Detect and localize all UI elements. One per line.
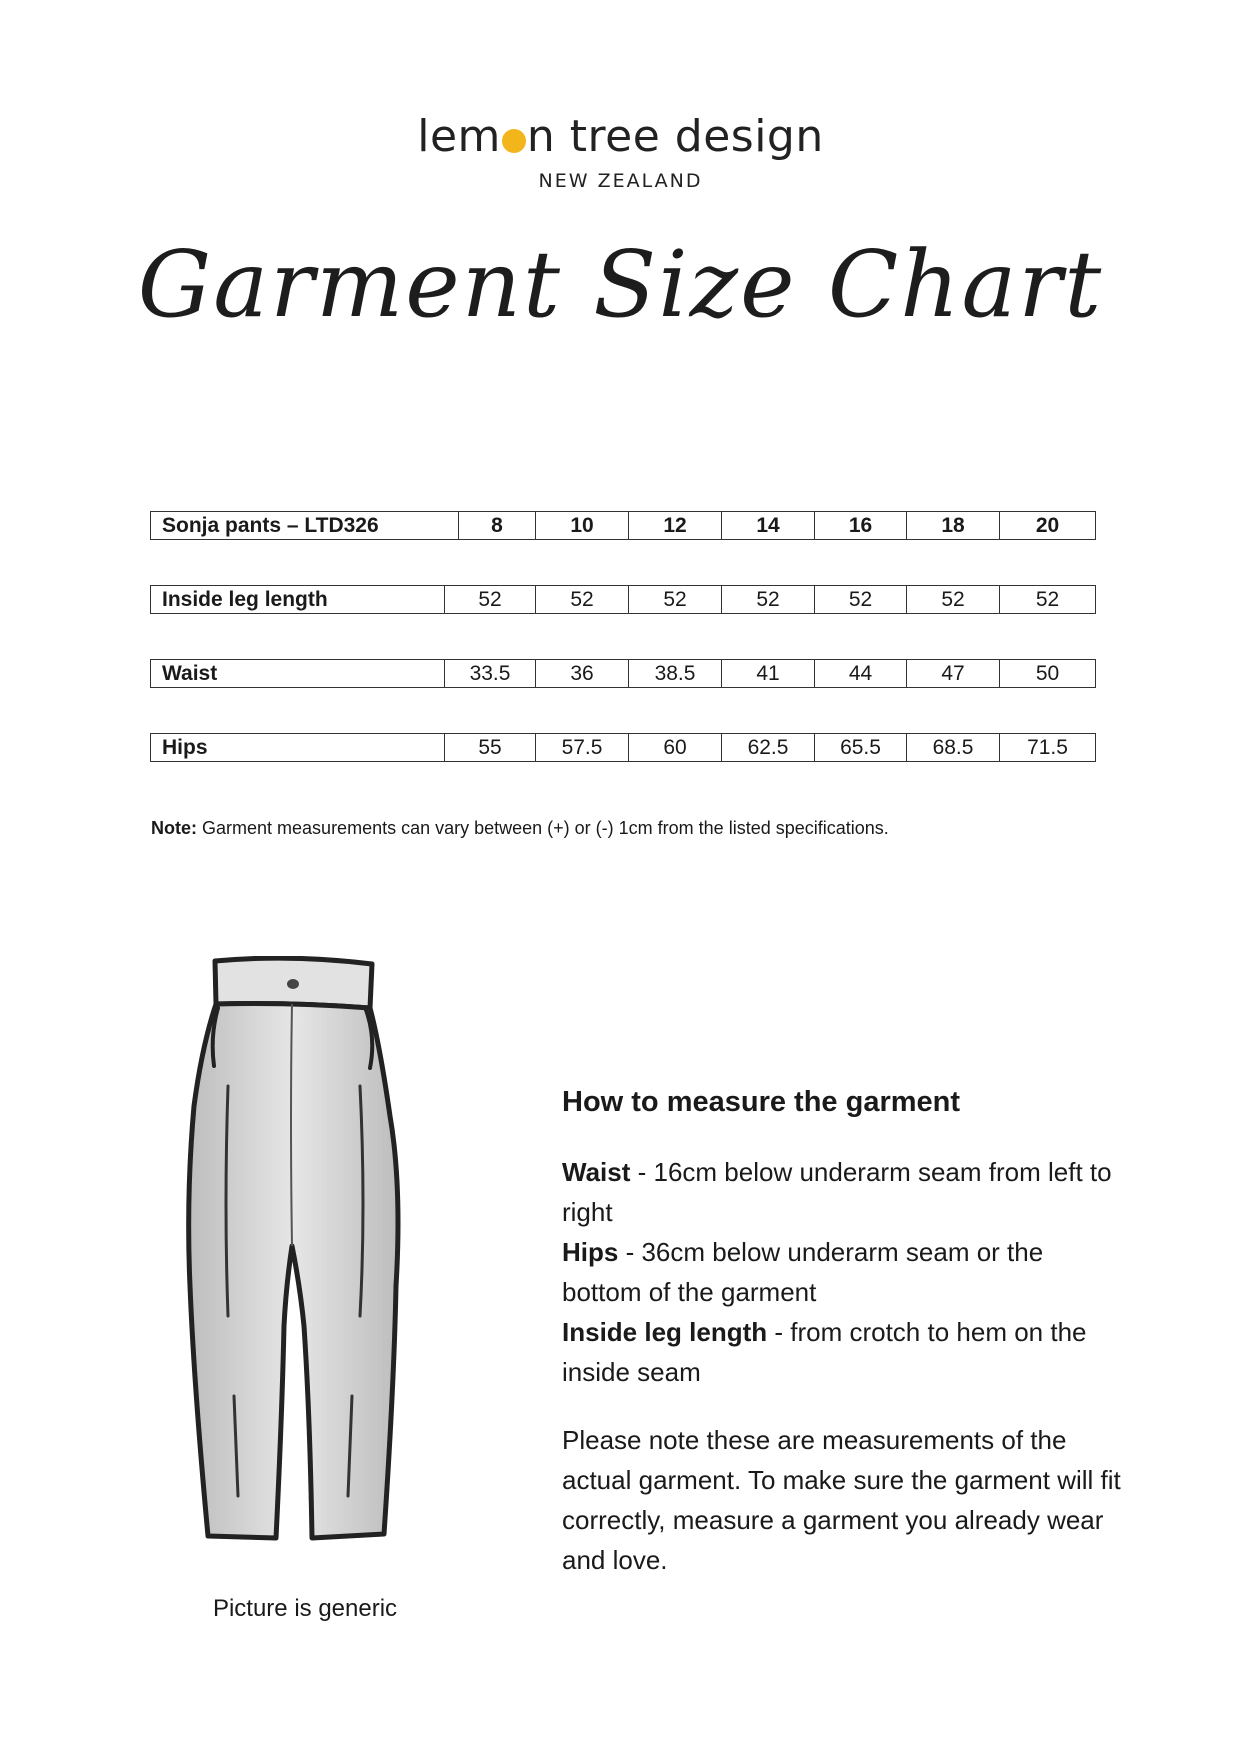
table-cell: 55	[445, 734, 536, 762]
instruction-text: - 36cm below underarm seam or the bottom of the garment	[562, 1237, 1044, 1307]
row-label: Waist	[151, 660, 445, 688]
table-cell: 52	[815, 586, 907, 614]
brand-name-part-1: lem	[417, 111, 501, 162]
note-text: Garment measurements can vary between (+) or (-) 1cm from the listed specifications.	[202, 818, 889, 838]
inside-leg-table	[150, 585, 1096, 614]
table-row	[151, 734, 1096, 762]
table-cell: 60	[629, 734, 722, 762]
row-label: Hips	[151, 734, 445, 762]
measure-instructions	[562, 1082, 1122, 1580]
size-heading: 10	[536, 512, 629, 540]
note	[151, 818, 889, 839]
size-heading: 14	[722, 512, 815, 540]
product-name: Sonja pants – LTD326	[151, 512, 459, 540]
table-cell: 52	[629, 586, 722, 614]
waist-table	[150, 659, 1096, 688]
table-cell: 68.5	[907, 734, 1000, 762]
instruction-item	[562, 1232, 1122, 1312]
instruction-term: Hips	[562, 1237, 619, 1267]
size-heading: 18	[907, 512, 1000, 540]
size-heading: 16	[815, 512, 907, 540]
table-cell: 52	[907, 586, 1000, 614]
table-cell: 44	[815, 660, 907, 688]
size-heading: 12	[629, 512, 722, 540]
table-cell: 41	[722, 660, 815, 688]
instruction-item	[562, 1312, 1122, 1392]
table-cell: 47	[907, 660, 1000, 688]
document-title: Garment Size Chart	[137, 231, 1104, 338]
table-cell: 52	[1000, 586, 1096, 614]
brand-logo	[0, 112, 1241, 192]
closing-note: Please note these are measurements of the actual garment. To make sure the garment will fit correctly, measure a garment you already wear and love.	[562, 1425, 1121, 1575]
size-heading: 20	[1000, 512, 1096, 540]
table-cell: 52	[445, 586, 536, 614]
instruction-text: - 16cm below underarm seam from left to right	[562, 1157, 1112, 1227]
table-cell: 65.5	[815, 734, 907, 762]
table-row	[151, 660, 1096, 688]
size-heading: 8	[459, 512, 536, 540]
note-label: Note:	[151, 818, 197, 838]
table-cell: 57.5	[536, 734, 629, 762]
pants-icon	[180, 956, 430, 1546]
lemon-dot-icon	[502, 129, 526, 153]
table-cell: 50	[1000, 660, 1096, 688]
table-cell: 52	[536, 586, 629, 614]
instruction-term: Inside leg length	[562, 1317, 768, 1347]
instructions-heading: How to measure the garment	[562, 1086, 961, 1118]
brand-subtitle: NEW ZEALAND	[538, 170, 703, 192]
pants-illustration	[180, 956, 430, 1546]
table-cell: 38.5	[629, 660, 722, 688]
instruction-term: Waist	[562, 1157, 631, 1187]
brand-name	[0, 112, 1241, 162]
brand-name-part-2: n tree design	[526, 111, 824, 162]
table-cell: 33.5	[445, 660, 536, 688]
hips-table	[150, 733, 1096, 762]
row-label: Inside leg length	[151, 586, 445, 614]
size-header-row	[151, 512, 1096, 540]
table-cell: 62.5	[722, 734, 815, 762]
instruction-text: - from crotch to hem on the inside seam	[562, 1317, 1087, 1387]
table-cell: 36	[536, 660, 629, 688]
table-cell: 71.5	[1000, 734, 1096, 762]
size-header-table	[150, 511, 1096, 540]
table-row	[151, 586, 1096, 614]
illustration-caption: Picture is generic	[212, 1595, 398, 1622]
table-cell: 52	[722, 586, 815, 614]
instruction-item	[562, 1152, 1122, 1232]
